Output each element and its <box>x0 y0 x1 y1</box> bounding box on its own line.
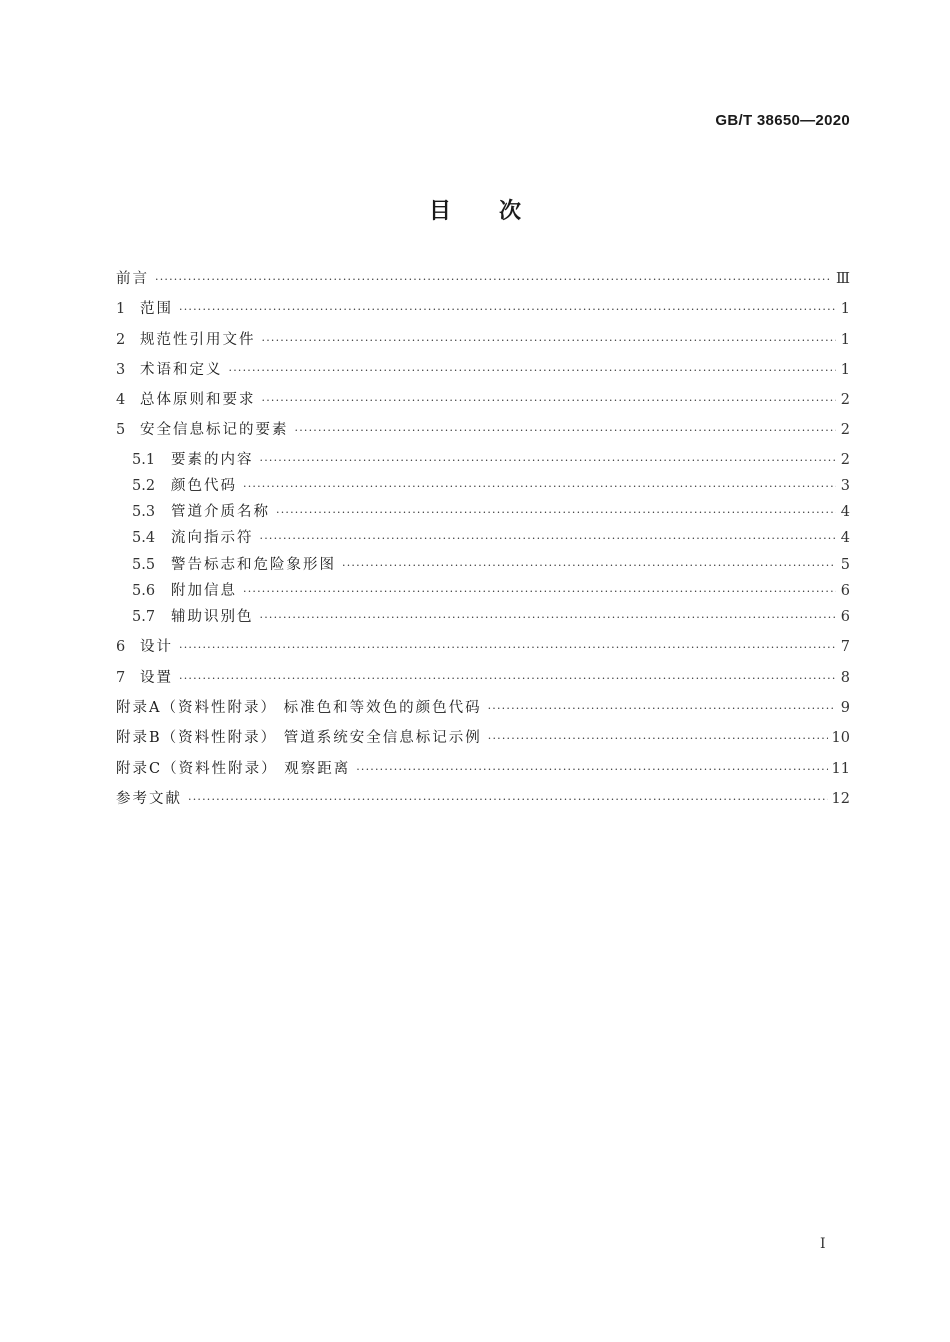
toc-entry-page: 1 <box>840 361 850 378</box>
toc-entry-label: 附加信息 <box>171 582 237 599</box>
toc-entry-label: 安全信息标记的要素 <box>140 422 289 439</box>
toc-entry-page: 3 <box>840 477 850 494</box>
toc-entry-page: 7 <box>840 639 850 656</box>
toc-entry-page: 8 <box>840 669 850 686</box>
dot-leader <box>260 609 837 627</box>
toc-entry-5-7[interactable] <box>116 608 850 627</box>
toc-entry-7[interactable] <box>116 669 850 688</box>
dot-leader <box>188 791 828 809</box>
dot-leader <box>295 422 837 440</box>
toc-entry-label: 附录B（资料性附录） 管道系统安全信息标记示例 <box>116 730 482 747</box>
toc-entry-number: 5.7 <box>132 608 156 625</box>
dot-leader <box>488 730 828 748</box>
toc-entry-number: 5.4 <box>132 530 156 547</box>
toc-entry-page: 11 <box>831 760 850 777</box>
toc-entry-annex-a[interactable] <box>116 699 850 718</box>
dot-leader <box>276 504 836 522</box>
page-title: 目次 <box>428 199 569 224</box>
toc-entry-page: 4 <box>840 530 850 547</box>
toc-entry-1[interactable] <box>116 300 850 319</box>
toc-entry-5-2[interactable] <box>116 477 850 496</box>
toc-entry-label: 术语和定义 <box>140 361 223 378</box>
dot-leader <box>262 332 837 350</box>
dot-leader <box>243 478 836 496</box>
toc-entry-page: 6 <box>840 608 850 625</box>
toc-entry-page: 1 <box>840 301 850 318</box>
toc-entry-number: 5.2 <box>132 477 156 494</box>
toc-entry-label: 设计 <box>140 639 173 656</box>
toc-entry-number: 6 <box>116 639 126 656</box>
toc-entry-label: 附录A（资料性附录） 标准色和等效色的颜色代码 <box>116 700 482 716</box>
toc-entry-label: 流向指示符 <box>171 530 254 547</box>
toc-entry-page: 5 <box>840 556 850 573</box>
toc-entry-number: 3 <box>116 361 126 378</box>
toc-entry-6[interactable] <box>116 638 850 657</box>
toc-entry-number: 1 <box>116 301 126 318</box>
dot-leader <box>356 761 827 779</box>
toc-entry-page: Ⅲ <box>836 271 850 287</box>
toc-entry-label: 要素的内容 <box>171 451 254 468</box>
toc-entry-page: 4 <box>840 504 850 521</box>
toc-entry-label: 总体原则和要求 <box>140 392 256 409</box>
toc-entry-number: 2 <box>116 331 126 348</box>
standard-number: GB/T 38650—2020 <box>715 112 850 129</box>
toc-entry-label: 参考文献 <box>116 790 182 807</box>
toc-entry-label: 管道介质名称 <box>171 504 270 521</box>
toc-entry-page: 6 <box>840 582 850 599</box>
toc-entry-number: 5.3 <box>132 504 156 521</box>
toc-entry-annex-b[interactable] <box>116 729 850 748</box>
dot-leader <box>243 583 836 601</box>
toc-entry-4[interactable] <box>116 391 850 410</box>
dot-leader <box>229 362 837 380</box>
toc-entry-preface[interactable] <box>116 270 850 289</box>
toc-entry-5-5[interactable] <box>116 556 850 575</box>
toc-entry-page: 12 <box>831 790 850 807</box>
toc-entry-number: 4 <box>116 392 126 409</box>
dot-leader <box>179 670 836 688</box>
toc-entry-number: 5.6 <box>132 582 156 599</box>
toc-entry-page: 10 <box>831 730 850 747</box>
dot-leader <box>488 700 836 718</box>
dot-leader <box>260 452 837 470</box>
dot-leader <box>342 557 836 575</box>
dot-leader <box>179 639 836 657</box>
dot-leader <box>260 530 837 548</box>
dot-leader <box>179 301 836 319</box>
toc-entry-page: 1 <box>840 331 850 348</box>
toc-entry-page: 2 <box>840 422 850 439</box>
toc-entry-annex-c[interactable] <box>116 760 850 779</box>
toc-entry-number: 5.5 <box>132 556 156 573</box>
toc-entry-3[interactable] <box>116 361 850 380</box>
toc-entry-label: 规范性引用文件 <box>140 331 256 348</box>
toc-entry-label: 颜色代码 <box>171 477 237 494</box>
toc-entry-page: 2 <box>840 392 850 409</box>
toc-entry-bibliography[interactable] <box>116 790 850 809</box>
toc-entry-label: 辅助识别色 <box>171 608 254 625</box>
toc-entry-5-1[interactable] <box>116 451 850 470</box>
page-folio: I <box>820 1236 826 1252</box>
toc-entry-5-3[interactable] <box>116 503 850 522</box>
toc-entry-5[interactable] <box>116 421 850 440</box>
toc-entry-5-6[interactable] <box>116 582 850 601</box>
toc-entry-label: 范围 <box>140 301 173 318</box>
toc-entry-number: 7 <box>116 669 126 686</box>
toc-entry-label: 附录C（资料性附录） 观察距离 <box>116 760 351 777</box>
toc-entry-5-4[interactable] <box>116 529 850 548</box>
toc-entry-number: 5 <box>116 422 126 439</box>
dot-leader <box>262 392 837 410</box>
toc-entry-page: 9 <box>840 700 850 716</box>
toc-entry-page: 2 <box>840 451 850 468</box>
toc-entry-number: 5.1 <box>132 451 156 468</box>
toc-entry-2[interactable] <box>116 331 850 350</box>
toc-entry-label: 前言 <box>116 271 149 287</box>
dot-leader <box>155 271 832 289</box>
table-of-contents <box>116 270 850 820</box>
toc-entry-label: 设置 <box>140 669 173 686</box>
toc-entry-label: 警告标志和危险象形图 <box>171 556 336 573</box>
